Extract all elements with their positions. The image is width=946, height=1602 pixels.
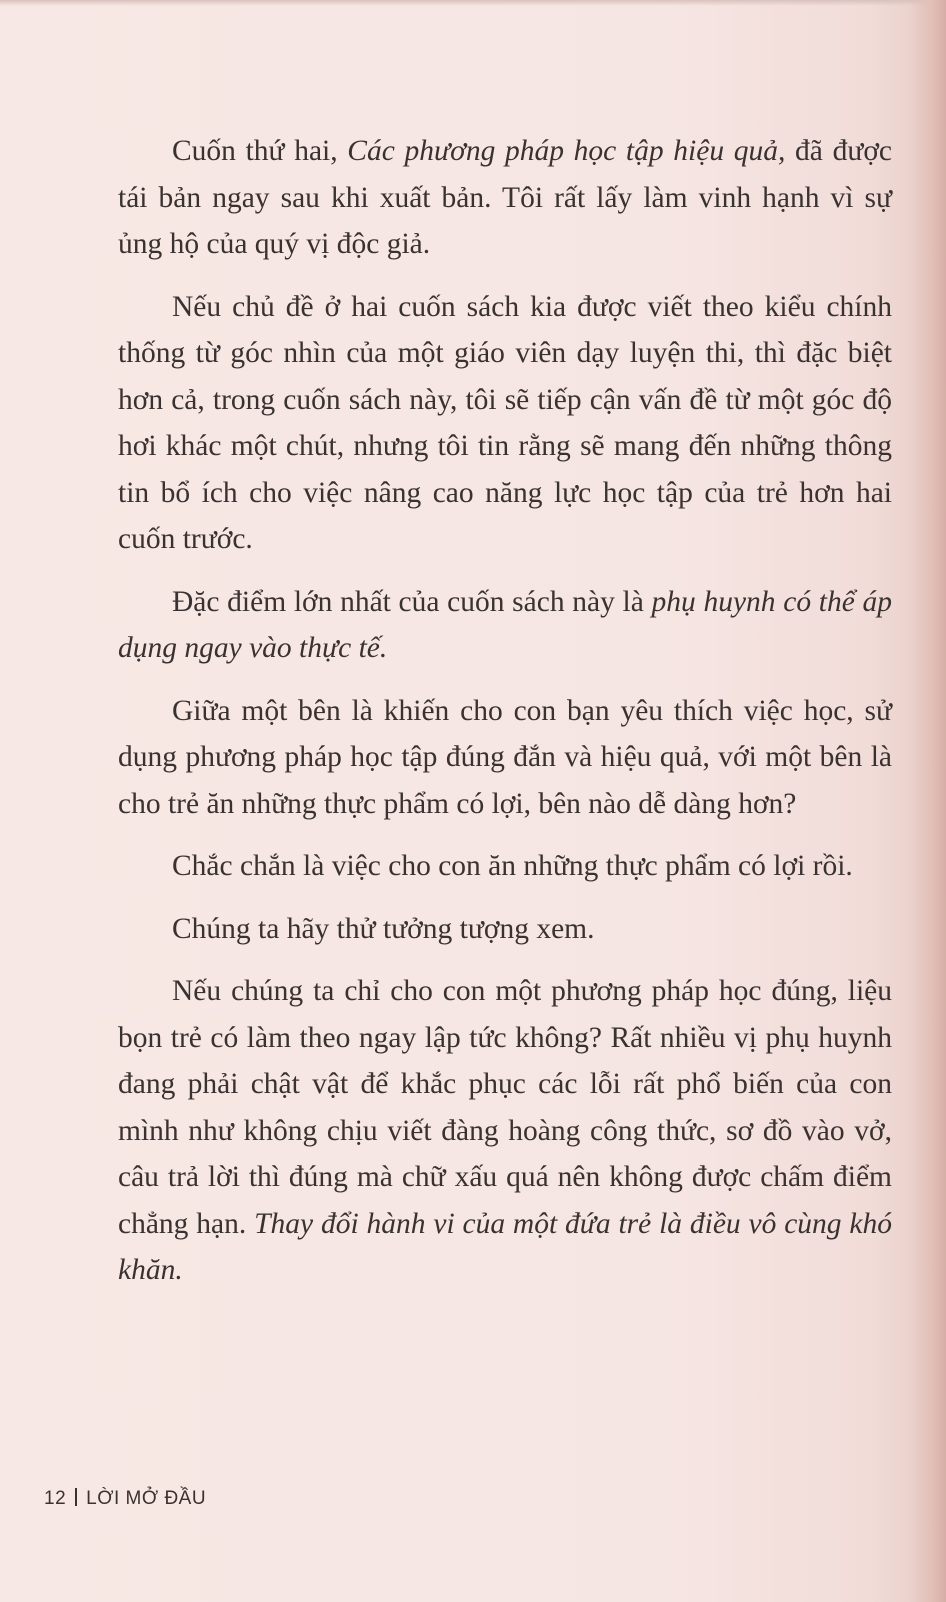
section-title: LỜI MỞ ĐẦU	[86, 1488, 207, 1509]
italic-text: phụ huynh có thể áp dụng ngay vào thực tế.	[118, 585, 892, 664]
paragraph	[118, 284, 892, 563]
page-footer	[44, 1488, 206, 1510]
text-segment: Cuốn thứ hai,	[172, 135, 348, 167]
page-number: 12	[44, 1488, 67, 1509]
text-segment: Nếu chúng ta chỉ cho con một phương pháp học đúng, liệu bọn trẻ có làm theo ngay lập tức không? Rất nhiều vị phụ huynh đang phải chật vật để khắc phục các lỗi rất phổ biến của con mình như không chịu viết đàng hoàng công thức, sơ đồ vào vở, câu trả lời thì đúng mà chữ xấu quá nên không được chấm điểm chẳng hạn.	[118, 975, 892, 1240]
text-segment: đã được tái bản ngay sau khi xuất bản. Tôi rất lấy làm vinh hạnh vì sự ủng hộ của quý vị độc giả.	[118, 135, 893, 260]
footer-separator	[75, 1488, 77, 1506]
paragraph	[118, 906, 892, 953]
text-segment: Chúng ta hãy thử tưởng tượng xem.	[172, 912, 595, 945]
paragraph	[118, 843, 892, 890]
text-segment: Đặc điểm lớn nhất của cuốn sách này là	[172, 585, 652, 618]
paragraph	[118, 128, 892, 268]
paragraph	[118, 579, 892, 672]
page-top-edge	[0, 0, 930, 6]
text-segment: Chắc chắn là việc cho con ăn những thực phẩm có lợi rồi.	[172, 850, 853, 882]
italic-text: Thay đổi hành vi của một đứa trẻ là điều vô cùng khó khăn.	[118, 1207, 892, 1286]
italic-text: Các phương pháp học tập hiệu quả,	[347, 135, 786, 167]
body-text	[118, 128, 892, 1310]
spine-shadow	[910, 0, 946, 1602]
paragraph	[118, 688, 892, 828]
text-segment: Giữa một bên là khiến cho con bạn yêu thích việc học, sử dụng phương pháp học tập đúng đắn và hiệu quả, với một bên là cho trẻ ăn những thực phẩm có lợi, bên nào dễ dàng hơn?	[118, 694, 892, 820]
text-segment: Nếu chủ đề ở hai cuốn sách kia được viết theo kiểu chính thống từ góc nhìn của một giáo viên dạy luyện thi, thì đặc biệt hơn cả, trong cuốn sách này, tôi sẽ tiếp cận vấn đề từ một góc độ hơi khác một chút, nhưng tôi tin rằng sẽ mang đến những thông tin bổ ích cho việc nâng cao năng lực học tập của trẻ hơn hai cuốn trước.	[118, 290, 892, 555]
paragraph	[118, 968, 892, 1294]
